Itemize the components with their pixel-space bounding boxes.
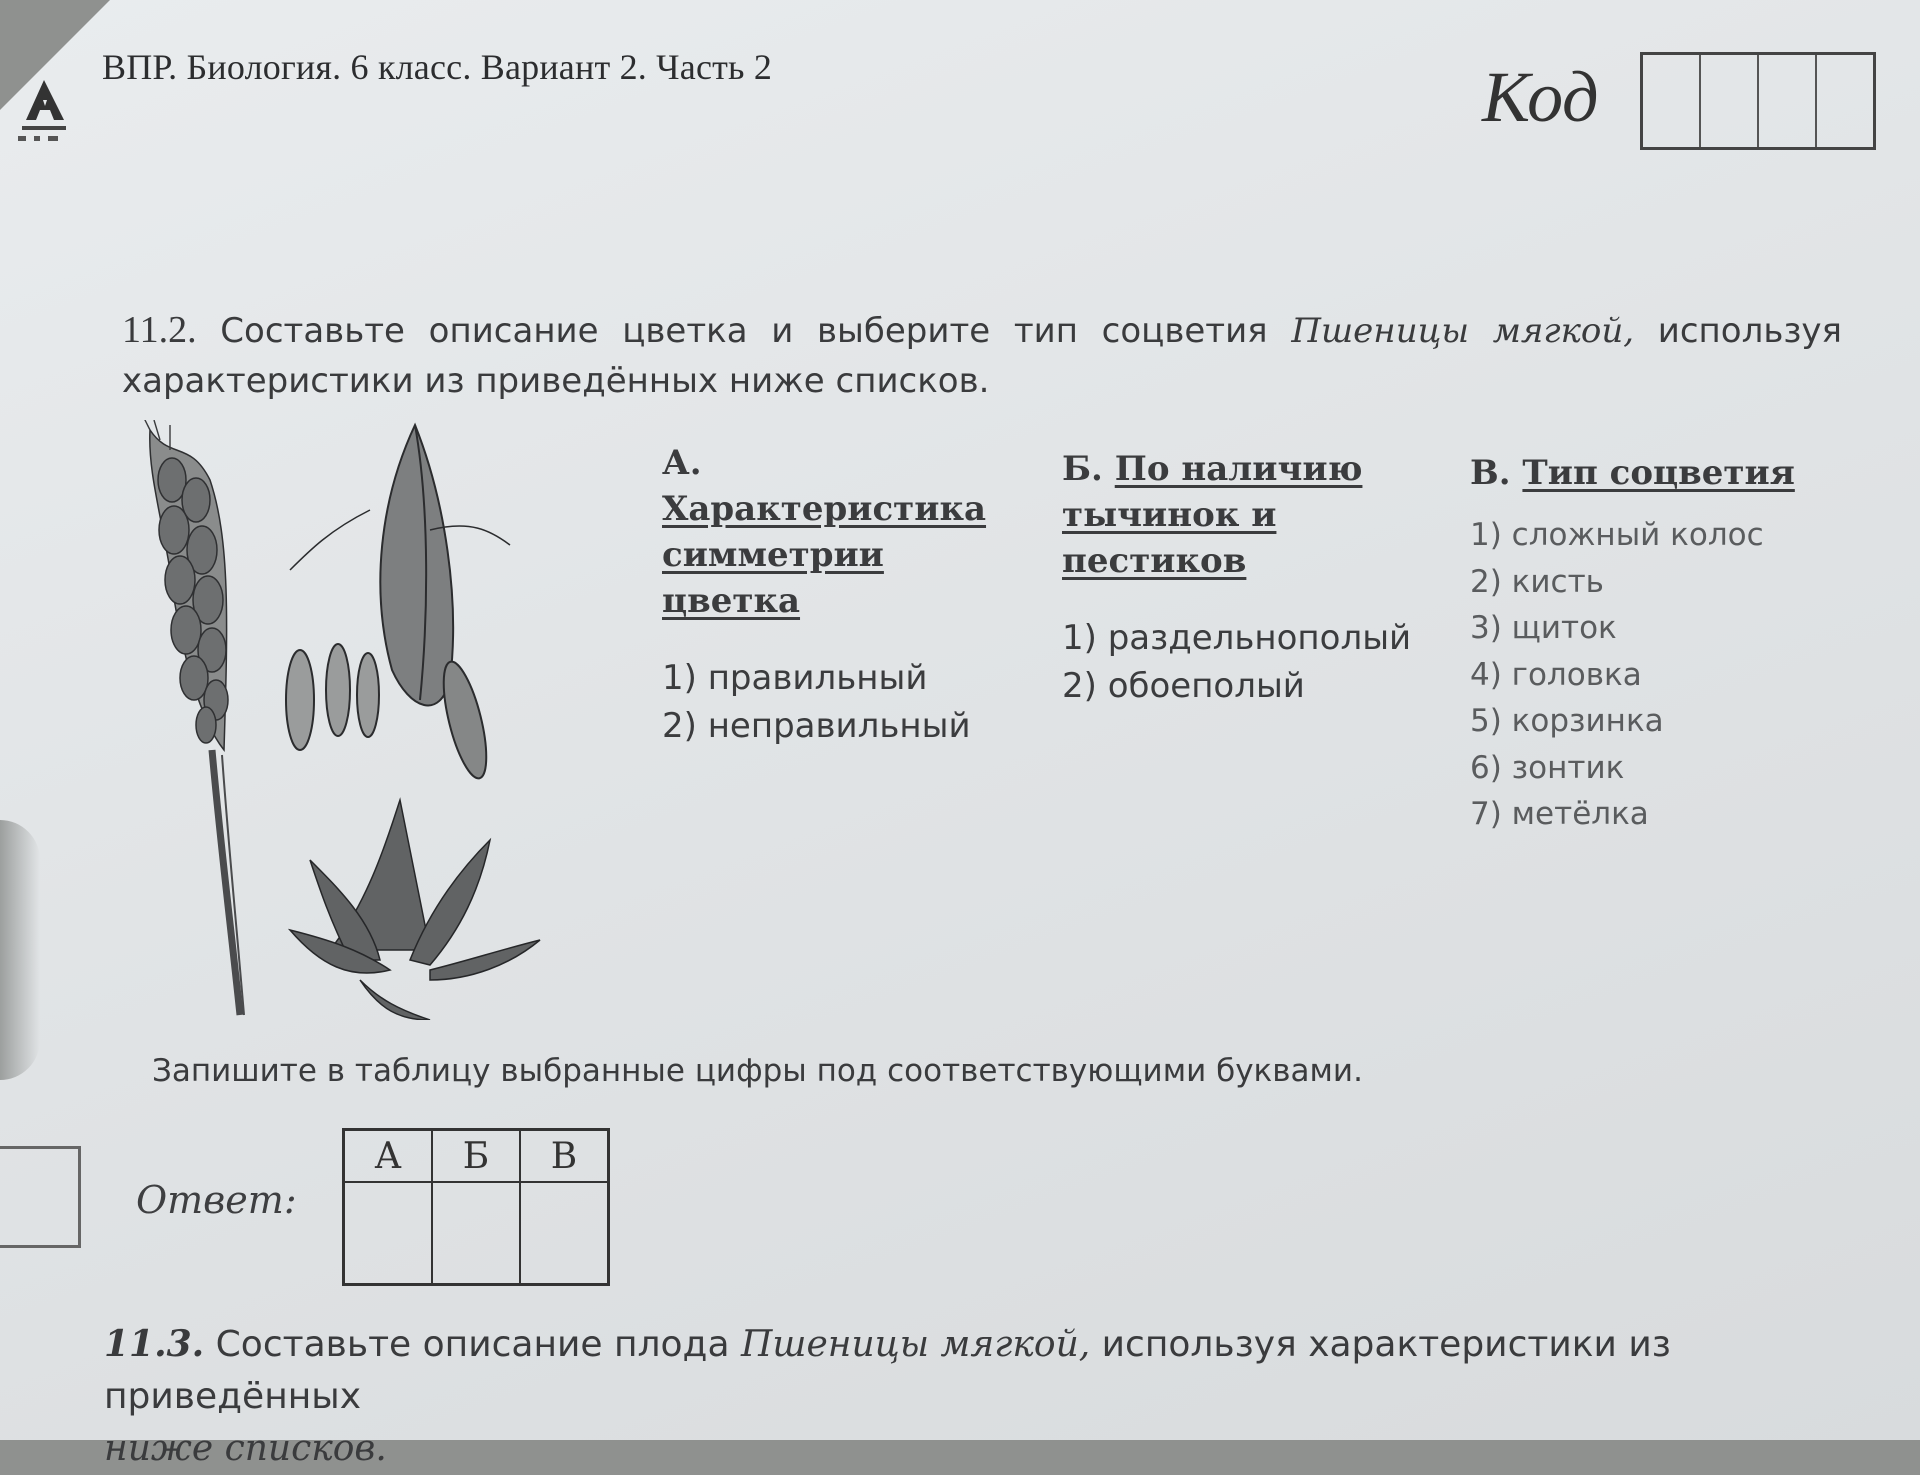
next-task-statement	[104, 1318, 1884, 1475]
task-species: Пшеницы мягкой,	[1291, 311, 1635, 351]
task-text-1: Составьте описание цветка и выберите тип соцветия	[220, 311, 1292, 351]
list-v-items	[1470, 512, 1870, 838]
task-number: 11.2.	[122, 309, 197, 351]
list-a-heading	[662, 440, 1032, 624]
next-task-text-2: используя характеристики из приведённых	[104, 1324, 1671, 1417]
list-b-heading	[1062, 446, 1442, 584]
list-item: 6) зонтик	[1470, 749, 1625, 786]
code-cell[interactable]	[1643, 55, 1701, 147]
list-a-title: Характеристика симметрии цветка	[662, 489, 987, 621]
list-a-letter: А.	[662, 443, 702, 483]
answer-cell-b[interactable]	[432, 1182, 520, 1285]
answer-label: Ответ:	[136, 1178, 297, 1222]
wheat-spikelet-detail	[290, 800, 540, 1020]
list-item: 5) корзинка	[1470, 703, 1664, 739]
list-b-title: По наличию тычинок и пестиков	[1062, 449, 1363, 581]
code-cell[interactable]	[1759, 55, 1817, 147]
wheat-illustration	[130, 420, 590, 1020]
next-task-number: 11.3.	[104, 1323, 205, 1365]
list-item: 2) кисть	[1470, 563, 1604, 600]
task-text-2: используя характеристики из приведённых ниже списков.	[122, 311, 1843, 401]
code-boxes[interactable]	[1640, 52, 1876, 150]
list-v-inflorescence	[1470, 450, 1870, 838]
wheat-flower-detail	[286, 425, 510, 782]
score-box[interactable]	[0, 1146, 81, 1248]
answer-table	[342, 1128, 610, 1286]
code-label: Код	[1482, 57, 1599, 137]
answer-column-b: Б	[432, 1130, 520, 1183]
list-b-letter: Б.	[1062, 449, 1103, 489]
list-item: 1) сложный колос	[1470, 517, 1764, 553]
list-item: 2) неправильный	[662, 706, 971, 746]
page-header: ВПР. Биология. 6 класс. Вариант 2. Часть 2	[102, 47, 773, 87]
answer-cell-v[interactable]	[520, 1182, 609, 1285]
answer-column-a: А	[344, 1130, 433, 1183]
next-task-text-1: Составьте описание плода	[204, 1324, 741, 1365]
code-cell[interactable]	[1701, 55, 1759, 147]
list-b-stamens	[1062, 446, 1442, 710]
list-item: 1) правильный	[662, 658, 928, 698]
list-v-title: Тип соцветия	[1522, 453, 1795, 493]
code-cell[interactable]	[1817, 55, 1873, 147]
answer-cell-a[interactable]	[344, 1182, 433, 1285]
exam-logo-icon	[14, 76, 74, 146]
list-item: 2) обоеполый	[1062, 666, 1305, 706]
answer-header-row	[344, 1130, 609, 1183]
list-v-letter: В.	[1470, 453, 1511, 493]
answer-column-v: В	[520, 1130, 609, 1183]
next-task-text-3: ниже списков.	[104, 1428, 387, 1469]
list-item: 3) щиток	[1470, 610, 1617, 646]
list-v-heading	[1470, 450, 1870, 496]
answer-input-row	[344, 1182, 609, 1285]
list-item: 1) раздельнополый	[1062, 618, 1412, 658]
list-a-items	[662, 654, 1032, 750]
wheat-ear	[150, 430, 228, 750]
finger-shadow	[0, 820, 40, 1080]
list-b-items	[1062, 614, 1442, 710]
next-task-species: Пшеницы мягкой,	[740, 1324, 1091, 1365]
list-a-symmetry	[662, 440, 1032, 750]
task-statement	[122, 305, 1842, 406]
instruction-text: Запишите в таблицу выбранные цифры под соответствующими буквами.	[152, 1053, 1363, 1089]
list-item: 4) головка	[1470, 656, 1642, 693]
list-item: 7) метёлка	[1470, 796, 1649, 832]
wheat-stem	[212, 750, 244, 1015]
